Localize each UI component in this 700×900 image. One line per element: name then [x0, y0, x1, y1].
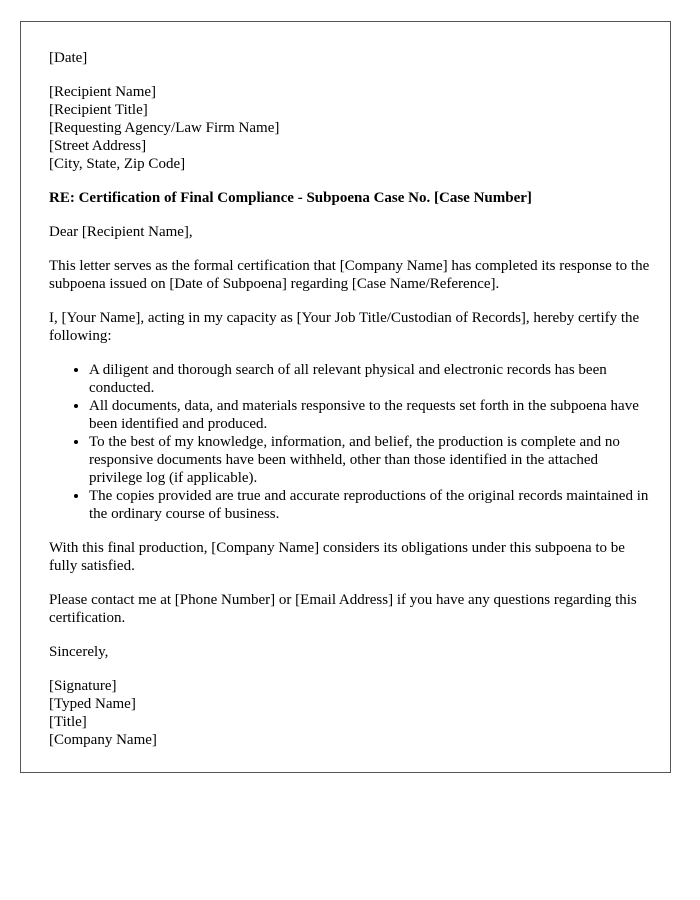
letter-document [20, 21, 671, 773]
intro-paragraph: This letter serves as the formal certification that [Company Name] has completed its response to the subpoena issued on [Date of Subpoena] regarding [Case Name/Reference]. [49, 258, 650, 292]
list-item: • The copies provided are true and accurate reproductions of the original records maintained in the ordinary course of business. [89, 487, 650, 523]
closing: Sincerely, [49, 644, 109, 660]
list-item: • To the best of my knowledge, information, and belief, the production is complete and no responsive documents have been withheld, other than those identified in the attached privilege log (if applicable). [89, 433, 650, 487]
signature-block [49, 677, 650, 749]
list-item: • A diligent and thorough search of all relevant physical and electronic records has been conducted. [89, 361, 650, 397]
letter-date: [Date] [49, 50, 88, 66]
salutation: Dear [Recipient Name], [49, 224, 193, 240]
recipient-name: [Recipient Name] [49, 84, 157, 100]
contact-paragraph: Please contact me at [Phone Number] or [Email Address] if you have any questions regarding this certification. [49, 592, 637, 626]
subject-line: RE: Certification of Final Compliance - Subpoena Case No. [Case Number] [49, 190, 532, 206]
signer-title: [Title] [49, 714, 87, 730]
certification-paragraph: I, [Your Name], acting in my capacity as [Your Job Title/Custodian of Records], hereby certify the following: [49, 310, 640, 344]
recipient-street: [Street Address] [49, 138, 147, 154]
signer-company: [Company Name] [49, 732, 157, 748]
list-item: • All documents, data, and materials responsive to the requests set forth in the subpoena have been identified and produced. [89, 397, 650, 433]
typed-name: [Typed Name] [49, 696, 136, 712]
final-production-paragraph: With this final production, [Company Name] considers its obligations under this subpoena to be fully satisfied. [49, 540, 625, 574]
recipient-address-block [49, 83, 650, 173]
date-block [49, 49, 650, 67]
recipient-title: [Recipient Title] [49, 102, 148, 118]
signature: [Signature] [49, 678, 117, 694]
recipient-agency: [Requesting Agency/Law Firm Name] [49, 120, 280, 136]
certification-list [49, 361, 650, 523]
recipient-city: [City, State, Zip Code] [49, 156, 186, 172]
